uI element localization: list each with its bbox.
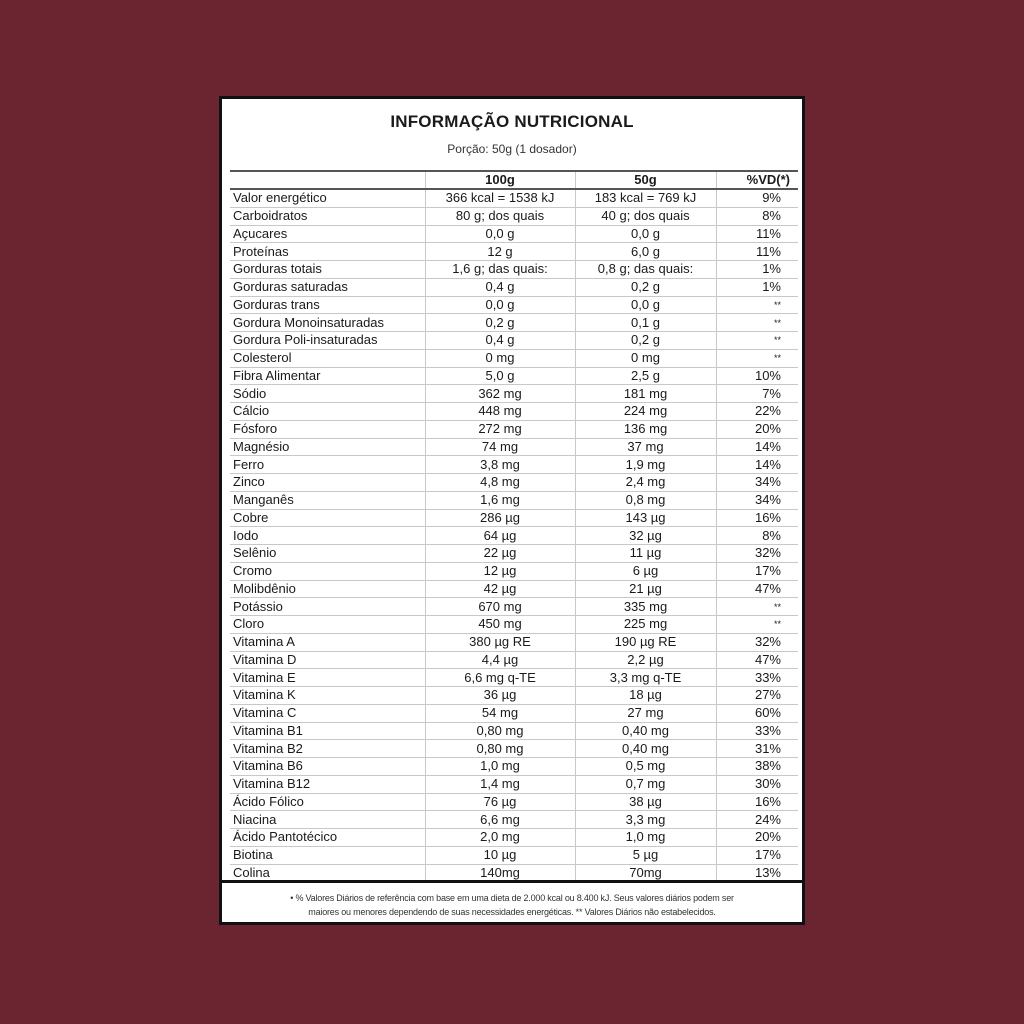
value-50g: 2,4 mg xyxy=(575,474,716,492)
daily-value-percent: ** xyxy=(716,616,798,634)
table-row xyxy=(230,846,798,864)
value-100g: 362 mg xyxy=(425,385,575,403)
nutrient-name: Magnésio xyxy=(230,438,425,456)
value-100g: 6,6 mg xyxy=(425,811,575,829)
table-row xyxy=(230,687,798,705)
table-row xyxy=(230,562,798,580)
daily-value-percent: 7% xyxy=(716,385,798,403)
value-50g: 1,9 mg xyxy=(575,456,716,474)
value-50g: 0,40 mg xyxy=(575,722,716,740)
daily-value-percent: 20% xyxy=(716,829,798,847)
value-50g: 0,40 mg xyxy=(575,740,716,758)
nutrient-name: Cobre xyxy=(230,509,425,527)
daily-value-percent: ** xyxy=(716,296,798,314)
value-100g: 380 µg RE xyxy=(425,633,575,651)
table-row xyxy=(230,651,798,669)
value-50g: 0,1 g xyxy=(575,314,716,332)
daily-value-percent: 1% xyxy=(716,261,798,279)
value-100g: 140mg xyxy=(425,864,575,881)
value-50g: 6,0 g xyxy=(575,243,716,261)
value-100g: 6,6 mg q-TE xyxy=(425,669,575,687)
daily-value-percent: 33% xyxy=(716,722,798,740)
daily-value-percent: ** xyxy=(716,598,798,616)
nutrient-name: Vitamina D xyxy=(230,651,425,669)
value-100g: 4,4 µg xyxy=(425,651,575,669)
table-row xyxy=(230,793,798,811)
value-50g: 0,8 mg xyxy=(575,491,716,509)
header-vd: %VD(*) xyxy=(716,171,798,189)
table-row xyxy=(230,189,798,207)
header-100g: 100g xyxy=(425,171,575,189)
nutrient-name: Fósforo xyxy=(230,420,425,438)
nutrient-name: Sódio xyxy=(230,385,425,403)
table-row xyxy=(230,474,798,492)
value-100g: 1,4 mg xyxy=(425,775,575,793)
table-body xyxy=(230,189,798,881)
nutrient-name: Manganês xyxy=(230,491,425,509)
value-100g: 3,8 mg xyxy=(425,456,575,474)
daily-value-percent: 1% xyxy=(716,278,798,296)
nutrient-name: Colina xyxy=(233,864,270,880)
table-row xyxy=(230,491,798,509)
value-50g: 3,3 mg q-TE xyxy=(575,669,716,687)
daily-value-percent: ** xyxy=(716,332,798,350)
footnote-divider xyxy=(222,880,802,883)
value-100g: 42 µg xyxy=(425,580,575,598)
nutrition-table xyxy=(230,170,798,881)
value-50g: 38 µg xyxy=(575,793,716,811)
daily-value-percent: 22% xyxy=(716,403,798,421)
value-100g: 0,4 g xyxy=(425,278,575,296)
nutrient-name: Colesterol xyxy=(230,349,425,367)
value-100g: 670 mg xyxy=(425,598,575,616)
nutrient-name: Proteínas xyxy=(230,243,425,261)
value-50g: 1,0 mg xyxy=(575,829,716,847)
table-row xyxy=(230,243,798,261)
value-50g: 27 mg xyxy=(575,704,716,722)
nutrient-name: Vitamina K xyxy=(230,687,425,705)
value-100g: 80 g; dos quais xyxy=(425,207,575,225)
table-row xyxy=(230,704,798,722)
daily-value-percent: 34% xyxy=(716,491,798,509)
daily-value-percent: 32% xyxy=(716,633,798,651)
value-50g: 136 mg xyxy=(575,420,716,438)
nutrition-label-panel xyxy=(219,96,805,925)
table-row xyxy=(230,527,798,545)
table-row xyxy=(230,456,798,474)
daily-value-percent: 33% xyxy=(716,669,798,687)
value-50g: 40 g; dos quais xyxy=(575,207,716,225)
value-50g: 0,8 g; das quais: xyxy=(575,261,716,279)
nutrient-name: Molibdênio xyxy=(230,580,425,598)
value-50g: 0,2 g xyxy=(575,332,716,350)
nutrient-name: Gorduras totais xyxy=(230,261,425,279)
table-row xyxy=(230,332,798,350)
nutrient-name: Ácido Fólico xyxy=(230,793,425,811)
value-100g: 272 mg xyxy=(425,420,575,438)
nutrient-name: Potássio xyxy=(230,598,425,616)
daily-value-percent: 20% xyxy=(716,420,798,438)
nutrient-name: Gorduras saturadas xyxy=(230,278,425,296)
value-100g: 1,0 mg xyxy=(425,758,575,776)
daily-value-percent: 14% xyxy=(716,438,798,456)
value-50g: 6 µg xyxy=(575,562,716,580)
value-100g: 22 µg xyxy=(425,545,575,563)
nutrient-name: Vitamina E xyxy=(230,669,425,687)
daily-value-percent: 11% xyxy=(716,243,798,261)
nutrient-name: Açucares xyxy=(230,225,425,243)
value-100g: 448 mg xyxy=(425,403,575,421)
daily-value-percent: 10% xyxy=(716,367,798,385)
nutrient-name: Gorduras trans xyxy=(230,296,425,314)
value-50g: 0,0 g xyxy=(575,225,716,243)
value-100g: 5,0 g xyxy=(425,367,575,385)
value-50g: 0,7 mg xyxy=(575,775,716,793)
table-row xyxy=(230,669,798,687)
table-row xyxy=(230,616,798,634)
value-100g: 286 µg xyxy=(425,509,575,527)
portion-size: Porção: 50g (1 dosador) xyxy=(447,142,577,156)
daily-value-percent: 60% xyxy=(716,704,798,722)
daily-value-percent: 13% xyxy=(716,864,798,881)
table-row xyxy=(230,261,798,279)
nutrient-name: Fibra Alimentar xyxy=(230,367,425,385)
table-row xyxy=(230,314,798,332)
value-100g: 36 µg xyxy=(425,687,575,705)
value-50g: 0 mg xyxy=(575,349,716,367)
header-nutrient xyxy=(230,171,425,189)
value-100g: 12 g xyxy=(425,243,575,261)
nutrient-name: Iodo xyxy=(230,527,425,545)
nutrient-name: Carboidratos xyxy=(230,207,425,225)
daily-value-percent: 16% xyxy=(716,509,798,527)
value-100g: 76 µg xyxy=(425,793,575,811)
table-row xyxy=(230,633,798,651)
nutrient-name: Niacina xyxy=(230,811,425,829)
daily-value-percent: 11% xyxy=(716,225,798,243)
table-row xyxy=(230,598,798,616)
footnote-line-1: • % Valores Diários de referência com base em uma dieta de 2.000 kcal ou 8.400 kJ. Seus valores diários podem ser xyxy=(290,893,734,903)
label-title: INFORMAÇÃO NUTRICIONAL xyxy=(390,112,634,131)
value-100g: 1,6 mg xyxy=(425,491,575,509)
header-50g: 50g xyxy=(575,171,716,189)
daily-value-percent: 9% xyxy=(716,189,798,207)
table-row xyxy=(230,864,798,881)
daily-value-percent: 8% xyxy=(716,207,798,225)
value-100g: 74 mg xyxy=(425,438,575,456)
nutrient-name: Vitamina B1 xyxy=(230,722,425,740)
table-row xyxy=(230,278,798,296)
value-100g: 64 µg xyxy=(425,527,575,545)
nutrient-name: Selênio xyxy=(230,545,425,563)
nutrient-name: Cromo xyxy=(230,562,425,580)
footnote xyxy=(242,891,782,919)
table-row xyxy=(230,509,798,527)
value-50g: 225 mg xyxy=(575,616,716,634)
value-50g: 3,3 mg xyxy=(575,811,716,829)
table-row xyxy=(230,349,798,367)
value-50g: 70mg xyxy=(575,864,716,881)
value-100g: 0,2 g xyxy=(425,314,575,332)
value-50g: 183 kcal = 769 kJ xyxy=(575,189,716,207)
daily-value-percent: 14% xyxy=(716,456,798,474)
daily-value-percent: 16% xyxy=(716,793,798,811)
nutrient-name: Biotina xyxy=(230,846,425,864)
nutrient-name: Valor energético xyxy=(230,189,425,207)
value-50g: 143 µg xyxy=(575,509,716,527)
daily-value-percent: 24% xyxy=(716,811,798,829)
table-row xyxy=(230,385,798,403)
value-50g: 5 µg xyxy=(575,846,716,864)
table-row xyxy=(230,207,798,225)
value-100g: 0,80 mg xyxy=(425,740,575,758)
value-50g: 32 µg xyxy=(575,527,716,545)
value-50g: 2,5 g xyxy=(575,367,716,385)
table-row xyxy=(230,811,798,829)
value-50g: 18 µg xyxy=(575,687,716,705)
table-row xyxy=(230,403,798,421)
nutrient-name: Cálcio xyxy=(230,403,425,421)
value-50g: 11 µg xyxy=(575,545,716,563)
value-50g: 37 mg xyxy=(575,438,716,456)
daily-value-percent: 17% xyxy=(716,562,798,580)
value-100g: 0,0 g xyxy=(425,225,575,243)
value-100g: 366 kcal = 1538 kJ xyxy=(425,189,575,207)
value-100g: 0,0 g xyxy=(425,296,575,314)
value-50g: 181 mg xyxy=(575,385,716,403)
value-50g: 224 mg xyxy=(575,403,716,421)
nutrient-name: Ferro xyxy=(230,456,425,474)
table-row xyxy=(230,722,798,740)
value-50g: 0,5 mg xyxy=(575,758,716,776)
value-100g: 10 µg xyxy=(425,846,575,864)
value-100g: 2,0 mg xyxy=(425,829,575,847)
value-50g: 0,0 g xyxy=(575,296,716,314)
table-row xyxy=(230,758,798,776)
value-100g: 4,8 mg xyxy=(425,474,575,492)
daily-value-percent: 47% xyxy=(716,580,798,598)
daily-value-percent: 47% xyxy=(716,651,798,669)
nutrient-name: Gordura Monoinsaturadas xyxy=(230,314,425,332)
table-row xyxy=(230,296,798,314)
value-100g: 54 mg xyxy=(425,704,575,722)
value-50g: 2,2 µg xyxy=(575,651,716,669)
table-row xyxy=(230,740,798,758)
footnote-line-2: maiores ou menores dependendo de suas necessidades energéticas. ** Valores Diários não estabelecidos. xyxy=(308,907,716,917)
nutrient-name: Zinco xyxy=(230,474,425,492)
value-100g: 450 mg xyxy=(425,616,575,634)
value-100g: 1,6 g; das quais: xyxy=(425,261,575,279)
table-row xyxy=(230,225,798,243)
table-row xyxy=(230,367,798,385)
daily-value-percent: 8% xyxy=(716,527,798,545)
nutrient-name: Vitamina B6 xyxy=(230,758,425,776)
daily-value-percent: ** xyxy=(716,349,798,367)
nutrient-name: Cloro xyxy=(230,616,425,634)
table-row xyxy=(230,420,798,438)
value-50g: 21 µg xyxy=(575,580,716,598)
table-row xyxy=(230,438,798,456)
table-row xyxy=(230,580,798,598)
table-row xyxy=(230,775,798,793)
daily-value-percent: 38% xyxy=(716,758,798,776)
value-50g: 0,2 g xyxy=(575,278,716,296)
table-row xyxy=(230,829,798,847)
daily-value-percent: 34% xyxy=(716,474,798,492)
value-50g: 335 mg xyxy=(575,598,716,616)
nutrient-name: Vitamina A xyxy=(230,633,425,651)
daily-value-percent: 17% xyxy=(716,846,798,864)
daily-value-percent: 30% xyxy=(716,775,798,793)
table-header-row xyxy=(230,171,798,189)
nutrient-name: Vitamina B2 xyxy=(230,740,425,758)
nutrient-name: Vitamina C xyxy=(230,704,425,722)
nutrient-name: Ácido Pantotécico xyxy=(230,829,425,847)
daily-value-percent: 31% xyxy=(716,740,798,758)
value-100g: 0 mg xyxy=(425,349,575,367)
value-50g: 190 µg RE xyxy=(575,633,716,651)
value-100g: 0,80 mg xyxy=(425,722,575,740)
nutrient-name: Vitamina B12 xyxy=(230,775,425,793)
value-100g: 12 µg xyxy=(425,562,575,580)
daily-value-percent: ** xyxy=(716,314,798,332)
table-row xyxy=(230,545,798,563)
value-100g: 0,4 g xyxy=(425,332,575,350)
daily-value-percent: 27% xyxy=(716,687,798,705)
daily-value-percent: 32% xyxy=(716,545,798,563)
nutrient-name: Gordura Poli-insaturadas xyxy=(230,332,425,350)
